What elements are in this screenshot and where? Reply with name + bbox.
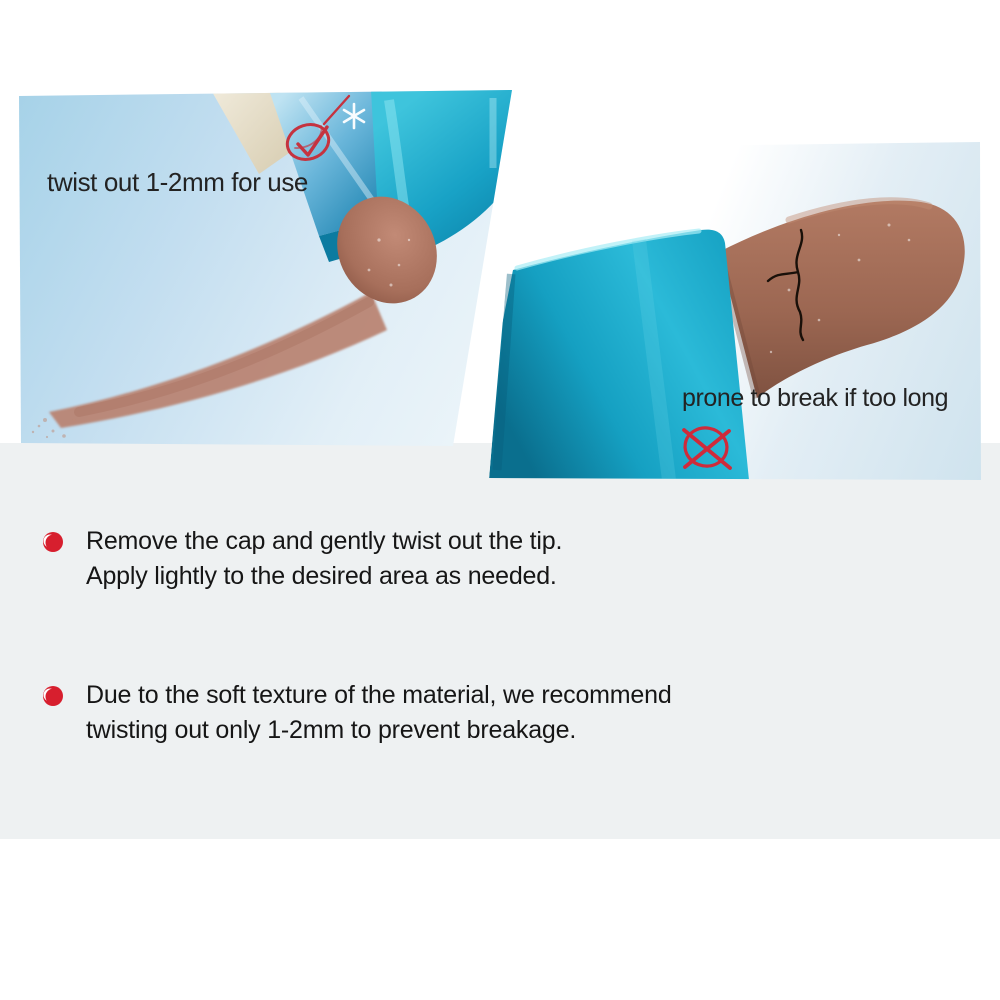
instruction-line: Due to the soft texture of the material, we recommend [86, 681, 672, 709]
instruction-line: Remove the cap and gently twist out the tip. [86, 527, 563, 555]
red-dot-bullet-icon [42, 685, 64, 707]
gray-background-band [0, 443, 1000, 839]
instruction-text [86, 678, 672, 748]
instruction-line: twisting out only 1-2mm to prevent breakage. [86, 716, 577, 744]
red-dot-bullet-icon [42, 531, 64, 553]
teal-body [489, 230, 749, 480]
photo-correct-usage [19, 90, 513, 447]
instruction-item [42, 678, 672, 748]
photo-left-illustration [19, 90, 513, 447]
photo-right-illustration [489, 140, 981, 480]
instruction-line: Apply lightly to the desired area as needed. [86, 562, 557, 590]
instruction-item [42, 524, 562, 594]
concealer-swipe-stroke [32, 292, 387, 438]
photo-incorrect-usage [489, 140, 981, 480]
caption-correct-usage: twist out 1-2mm for use [47, 167, 308, 197]
concealer-stick-product [211, 90, 513, 322]
instruction-text [86, 524, 562, 594]
overextended-stick [719, 201, 965, 398]
caption-incorrect-usage: prone to break if too long [682, 384, 949, 412]
